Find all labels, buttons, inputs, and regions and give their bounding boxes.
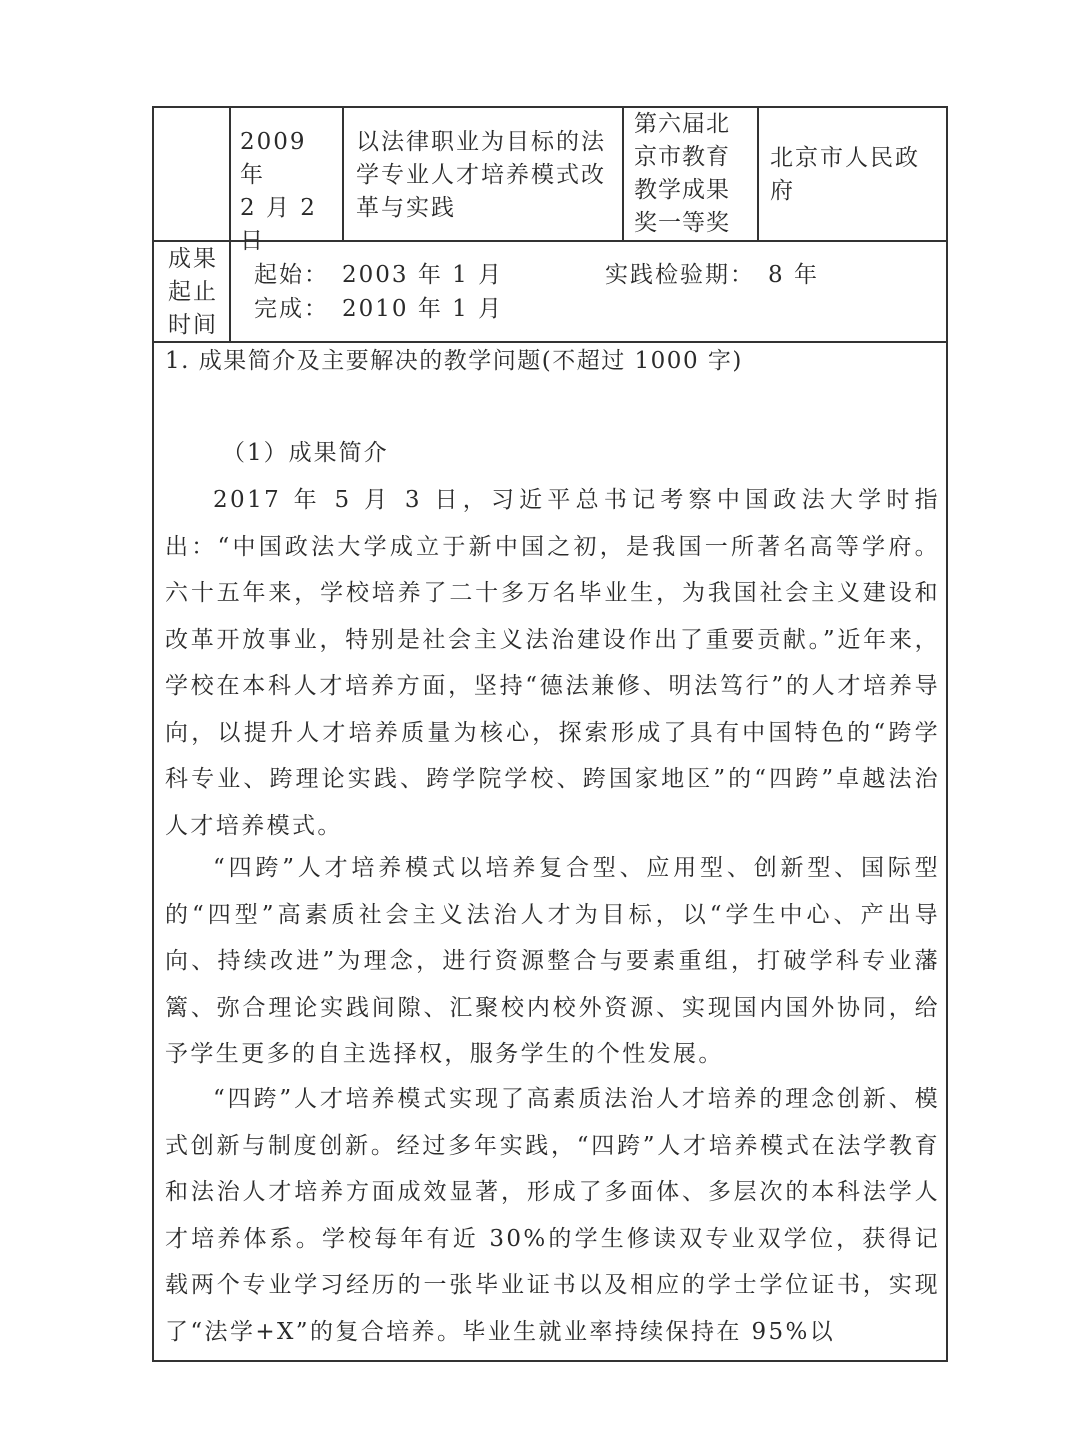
- col-divider-1: [229, 106, 231, 342]
- row-divider-2: [152, 341, 948, 343]
- award-name: 第六届北 京市教育 教学成果 奖一等奖: [634, 111, 730, 236]
- paragraph-2: “四跨”人才培养模式以培养复合型、应用型、创新型、国际型的“四型”高素质社会主义法治人才为目标，以“学生中心、产出导向、持续改进”为理念，进行资源整合与要素重组，打破学科专业藩篱、弥合理论实践间隙、汇聚校内校外资源、实现国内国外协同，给予学生更多的自主选择权，服务学生的个性发展。: [165, 855, 940, 1067]
- paragraph-1: 2017 年 5 月 3 日，习近平总书记考察中国政法大学时指出：“中国政法大学成立于新中国之初，是我国一所著名高等学府。六十五年来，学校培养了二十多万名毕业生，为我国社会主义建设和改革开放事业，特别是社会主义法治建设作出了重要贡献。”近年来，学校在本科人才培养方面，坚持“德法兼修、明法笃行”的人才培养导向，以提升人才培养质量为核心，探索形成了具有中国特色的“跨学科专业、跨理论实践、跨学院学校、跨国家地区”的“四跨”卓越法治人才培养模式。: [165, 487, 940, 839]
- col-divider-3: [622, 106, 624, 242]
- col-divider-2: [342, 106, 344, 242]
- paragraph-3: “四跨”人才培养模式实现了高素质法治人才培养的理念创新、模式创新与制度创新。经过多年实践，“四跨”人才培养模式在法学教育和法治人才培养方面成效显著，形成了多面体、多层次的本科法学人才培养体系。学校每年有近 30%的学生修读双专业双学位，获得记载两个专业学习经历的一张毕业证书以及相应的学士学位证书，实现了“法学+X”的复合培养。毕业生就业率持续保持在 95%以: [165, 1086, 940, 1345]
- section-subheading: （1）成果简介: [222, 440, 389, 466]
- start-value: 2003 年 1 月: [342, 262, 504, 288]
- check-period-label: 实践检验期：: [605, 262, 755, 288]
- start-label: 起始：: [254, 262, 329, 288]
- period-label: 成果 起止 时间: [168, 246, 218, 338]
- end-label: 完成：: [254, 296, 329, 322]
- award-issuer: 北京市人民政 府: [770, 145, 920, 204]
- col-divider-4: [757, 106, 759, 242]
- award-date: 2009 年 2 月 2 日: [240, 129, 317, 254]
- end-value: 2010 年 1 月: [342, 296, 504, 322]
- check-period-value: 8 年: [768, 262, 819, 288]
- project-title: 以法律职业为目标的法 学专业人才培养模式改 革与实践: [356, 129, 606, 221]
- section-heading: 1. 成果简介及主要解决的教学问题(不超过 1000 字): [165, 348, 743, 374]
